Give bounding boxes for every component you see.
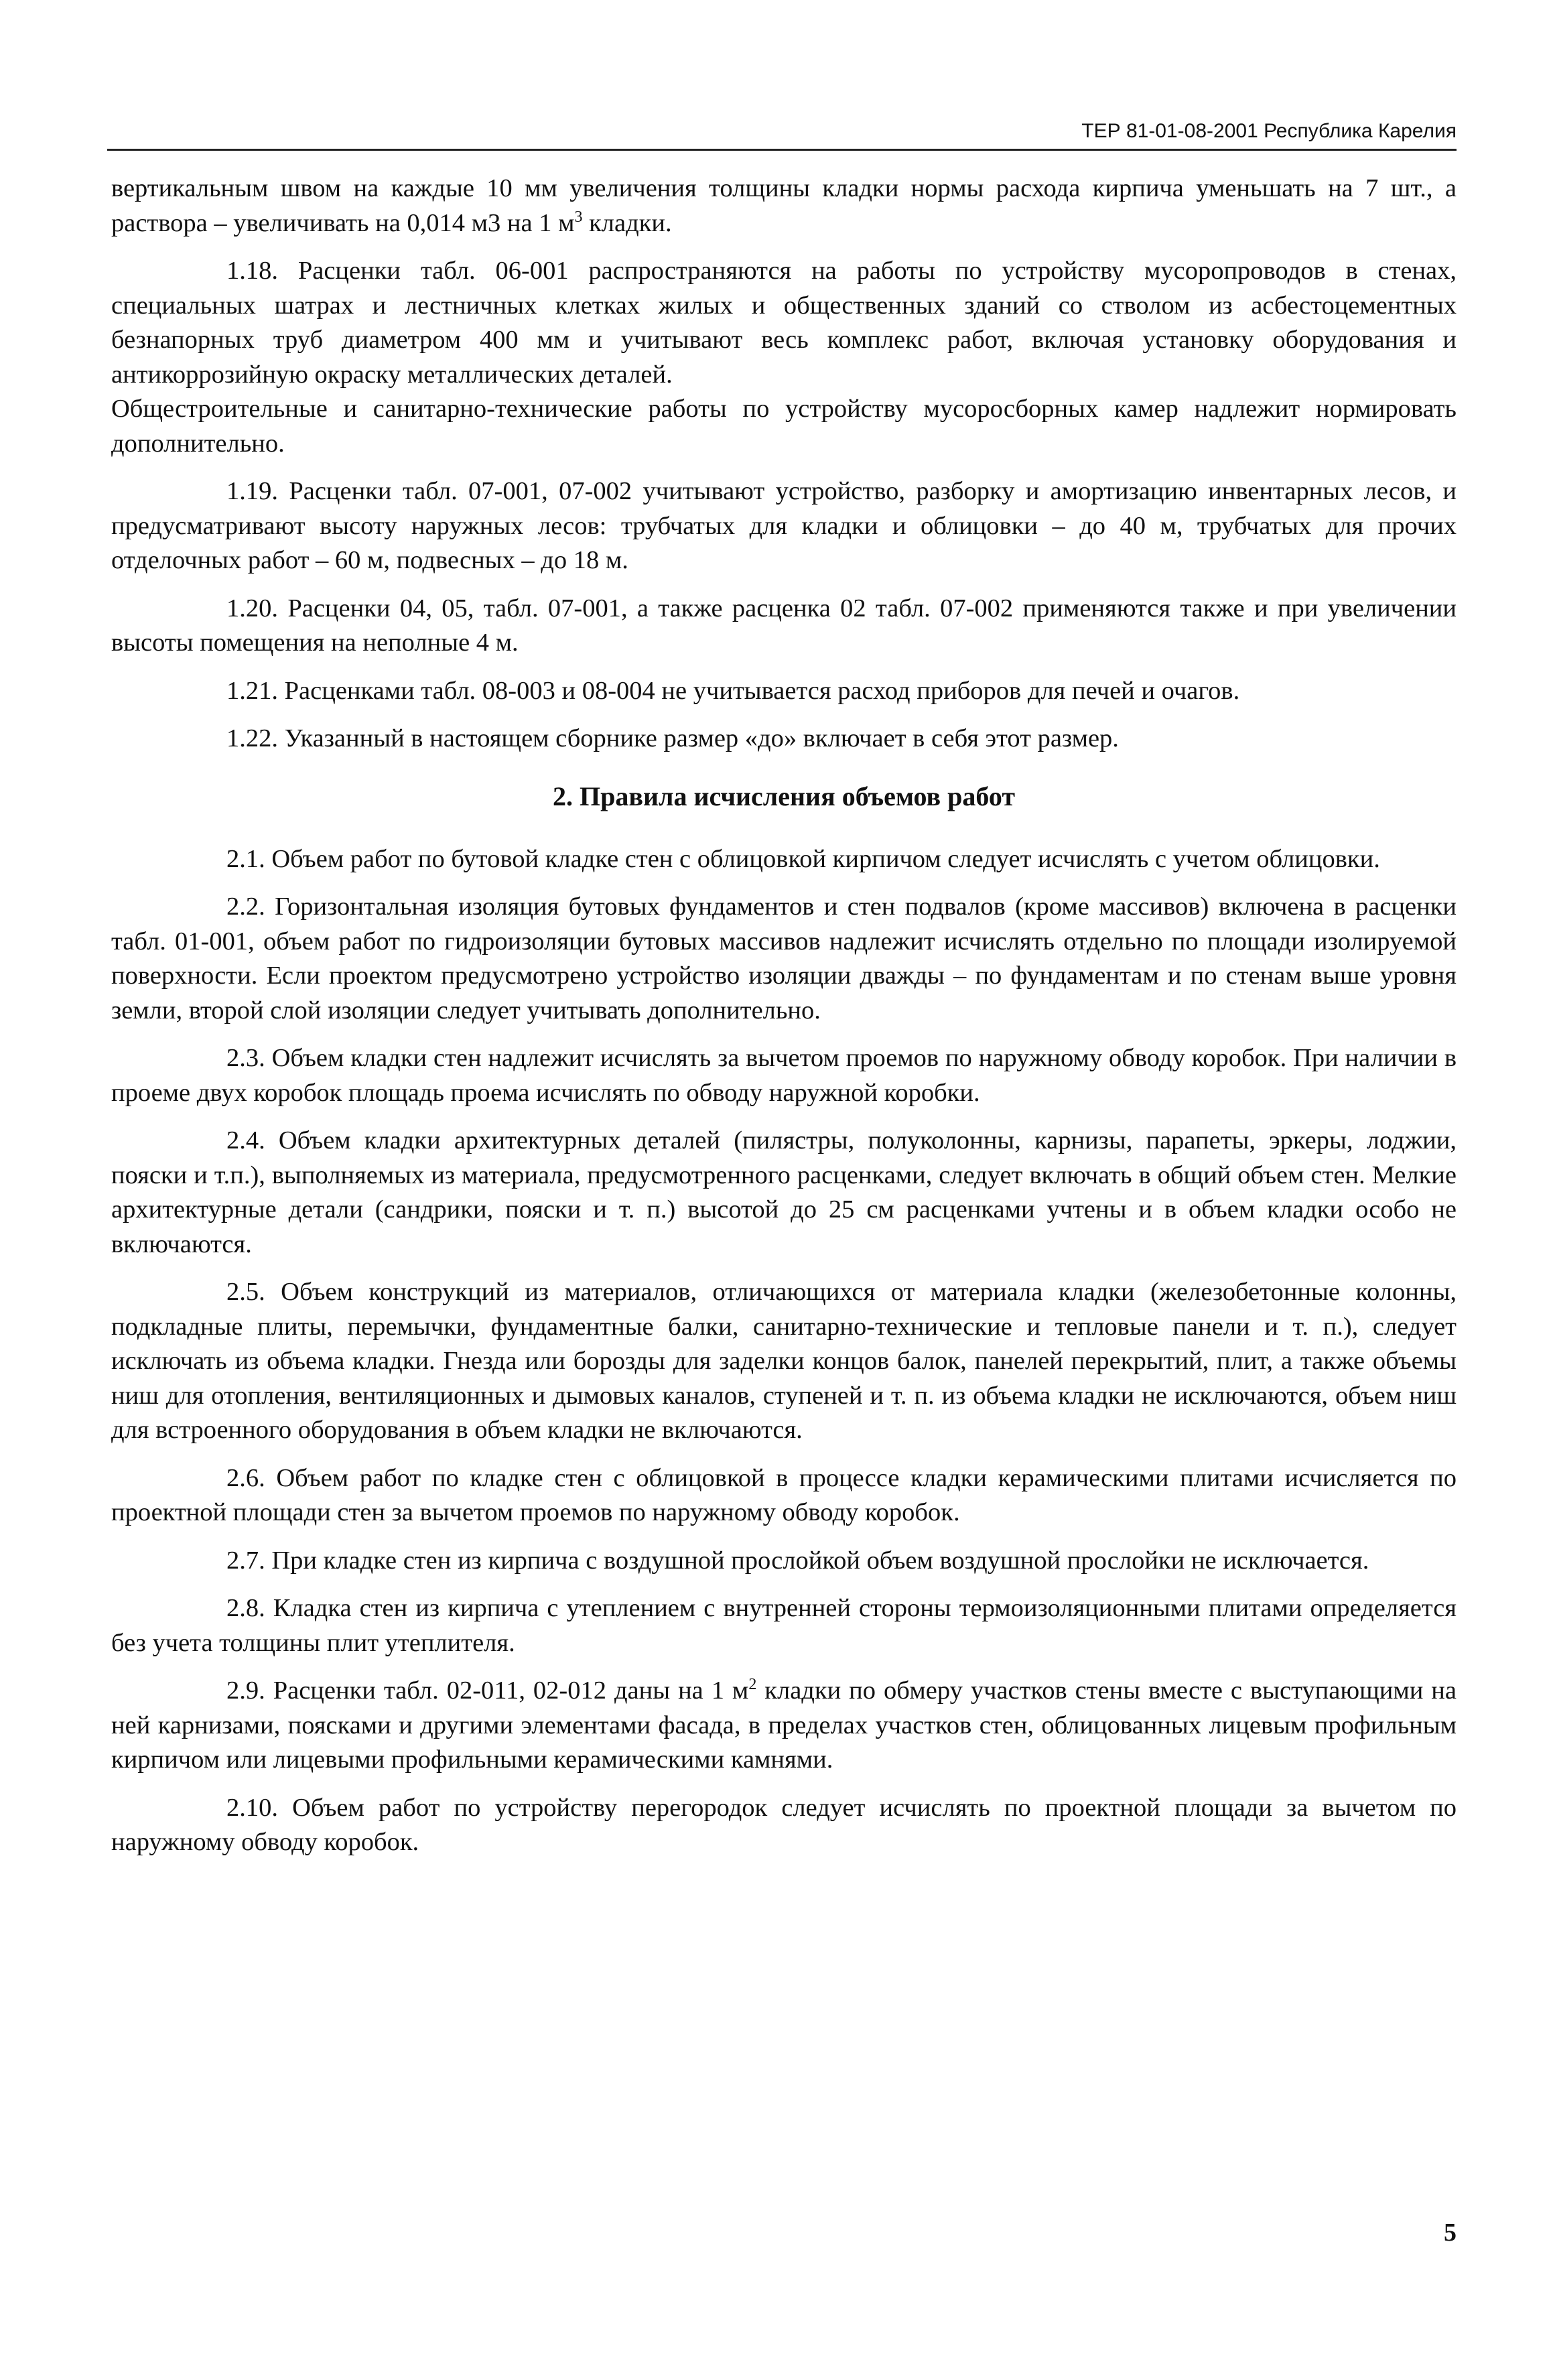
rule-number: 2.9. (226, 1676, 265, 1705)
rule-text: Объем работ по устройству перегородок следует исчислять по проектной площади за вычетом по наружному обводу коробок. (111, 1793, 1457, 1856)
item-number: 1.21. (226, 676, 278, 705)
running-header (107, 114, 1457, 151)
rule-number: 2.1. (226, 844, 265, 873)
rule-2-8 (111, 1591, 1457, 1660)
rule-number: 2.3. (226, 1044, 265, 1072)
item-number: 1.20. (226, 594, 278, 622)
item-text: Расценки 04, 05, табл. 07-001, а также расценка 02 табл. 07-002 применяются также и при увеличении высоты помещения на неполные 4 м. (111, 594, 1457, 657)
item-text: Расценками табл. 08-003 и 08-004 не учитывается расход приборов для печей и очагов. (284, 676, 1240, 705)
rule-text-a: Расценки табл. 02-011, 02-012 даны на 1 м (273, 1676, 749, 1705)
rule-2-2 (111, 890, 1457, 1028)
intro-superscript: 3 (574, 208, 583, 226)
rule-superscript: 2 (748, 1676, 757, 1694)
page-body (111, 172, 1457, 1873)
item-number: 1.18. (226, 257, 278, 285)
rule-text: Кладка стен из кирпича с утеплением с внутренней стороны термоизоляционными плитами определяется без учета толщины плит утеплителя. (111, 1594, 1457, 1657)
item-text: Указанный в настоящем сборнике размер «до» включает в себя этот размер. (284, 724, 1119, 752)
rule-2-10 (111, 1791, 1457, 1860)
item-text: Расценки табл. 07-001, 07-002 учитывают устройство, разборку и амортизацию инвентарных лесов, и предусматривают высоту наружных лесов: трубчатых для кладки и облицовки – до 40 м, трубчатых для прочих отделочных работ – 60 м, подвесных – до 18 м. (111, 477, 1457, 574)
rule-number: 2.7. (226, 1546, 265, 1575)
rule-2-7 (111, 1544, 1457, 1579)
rule-number: 2.10. (226, 1793, 278, 1822)
section-heading: 2. Правила исчисления объемов работ (553, 781, 1015, 811)
item-1-20 (111, 592, 1457, 661)
item-1-18 (111, 254, 1457, 392)
item-1-22 (111, 722, 1457, 756)
rule-2-6 (111, 1461, 1457, 1530)
item-text: Расценки табл. 06-001 распространяются на работы по устройству мусоропроводов в стенах, специальных шатрах и лестничных клетках жилых и общественных зданий со стволом из асбестоцементных безнапорных труб диаметром 400 мм и учитывают весь комплекс работ, включая установку оборудования и антикоррозийную окраску металлических деталей. (111, 257, 1457, 389)
rule-text: Объем кладки стен надлежит исчислять за вычетом проемов по наружному обводу коробок. При наличии в проеме двух коробок площадь проема исчислять по обводу наружной коробки. (111, 1044, 1457, 1107)
rule-text: Объем конструкций из материалов, отличающихся от материала кладки (железобетонные колонны, подкладные плиты, перемычки, фундаментные балки, санитарно-технические и тепловые панели и т. п.), следует исключать из объема кладки. Гнезда или борозды для заделки концов балок, панелей перекрытий, плит, а также объемы ниш для отопления, вентиляционных и дымовых каналов, ступеней и т. п. из объема кладки не исключаются, объем ниш для встроенного оборудования в объем кладки не включаются. (111, 1278, 1457, 1444)
rule-text: Горизонтальная изоляция бутовых фундаментов и стен подвалов (кроме массивов) включена в расценки табл. 01-001, объем работ по гидроизоляции бутовых массивов надлежит исчислять отдельно по площади изолируемой поверхности. Если проектом предусмотрено устройство изоляции дважды – по фундаментам и по стенам выше уровня земли, второй слой изоляции следует учитывать дополнительно. (111, 892, 1457, 1024)
item-1-19 (111, 474, 1457, 578)
rule-2-1 (111, 842, 1457, 877)
rule-number: 2.6. (226, 1463, 265, 1492)
item-number: 1.22. (226, 724, 278, 752)
intro-text-b: кладки. (582, 208, 672, 237)
rule-number: 2.8. (226, 1594, 265, 1622)
intro-text-a: вертикальным швом на каждые 10 мм увеличения толщины кладки нормы расхода кирпича уменьшать на 7 шт., а раствора – увеличивать на 0,014 м3 на 1 м (111, 174, 1457, 237)
rule-2-9 (111, 1674, 1457, 1778)
rule-2-3 (111, 1041, 1457, 1110)
item-number: 1.19. (226, 477, 278, 505)
rule-text: При кладке стен из кирпича с воздушной прослойкой объем воздушной прослойки не исключается. (271, 1546, 1369, 1575)
rule-2-5 (111, 1275, 1457, 1448)
item-1-18-continuation (111, 392, 1457, 461)
rule-text: Объем работ по бутовой кладке стен с облицовкой кирпичом следует исчислять с учетом облицовки. (271, 844, 1380, 873)
rule-number: 2.4. (226, 1126, 265, 1154)
item-1-21 (111, 674, 1457, 709)
rule-text: Объем работ по кладке стен с облицовкой в процессе кладки керамическими плитами исчисляется по проектной площади стен за вычетом проемов по наружному обводу коробок. (111, 1463, 1457, 1526)
rule-number: 2.5. (226, 1278, 265, 1306)
rule-text-b: кладки по обмеру участков стены вместе с выступающими на ней карнизами, поясками и другими элементами фасада, в пределах участков стен, облицованных лицевым профильным кирпичом или лицевыми профильными керамическими камнями. (111, 1676, 1457, 1774)
rule-number: 2.2. (226, 892, 265, 921)
page-number: 5 (1444, 2219, 1457, 2247)
intro-paragraph (111, 172, 1457, 241)
rule-2-4 (111, 1124, 1457, 1262)
rule-text: Объем кладки архитектурных деталей (пилястры, полуколонны, карнизы, парапеты, эркеры, лоджии, пояски и т.п.), выполняемых из материала, предусмотренного расценками, следует включать в общий объем стен. Мелкие архитектурные детали (сандрики, пояски и т. п.) высотой до 25 см расценками учтены и в объем кладки особо не включаются. (111, 1126, 1457, 1258)
item-text: Общестроительные и санитарно-технические работы по устройству мусоросборных камер надлежит нормировать дополнительно. (111, 395, 1457, 458)
running-title: ТЕР 81-01-08-2001 Республика Карелия (1081, 120, 1457, 142)
